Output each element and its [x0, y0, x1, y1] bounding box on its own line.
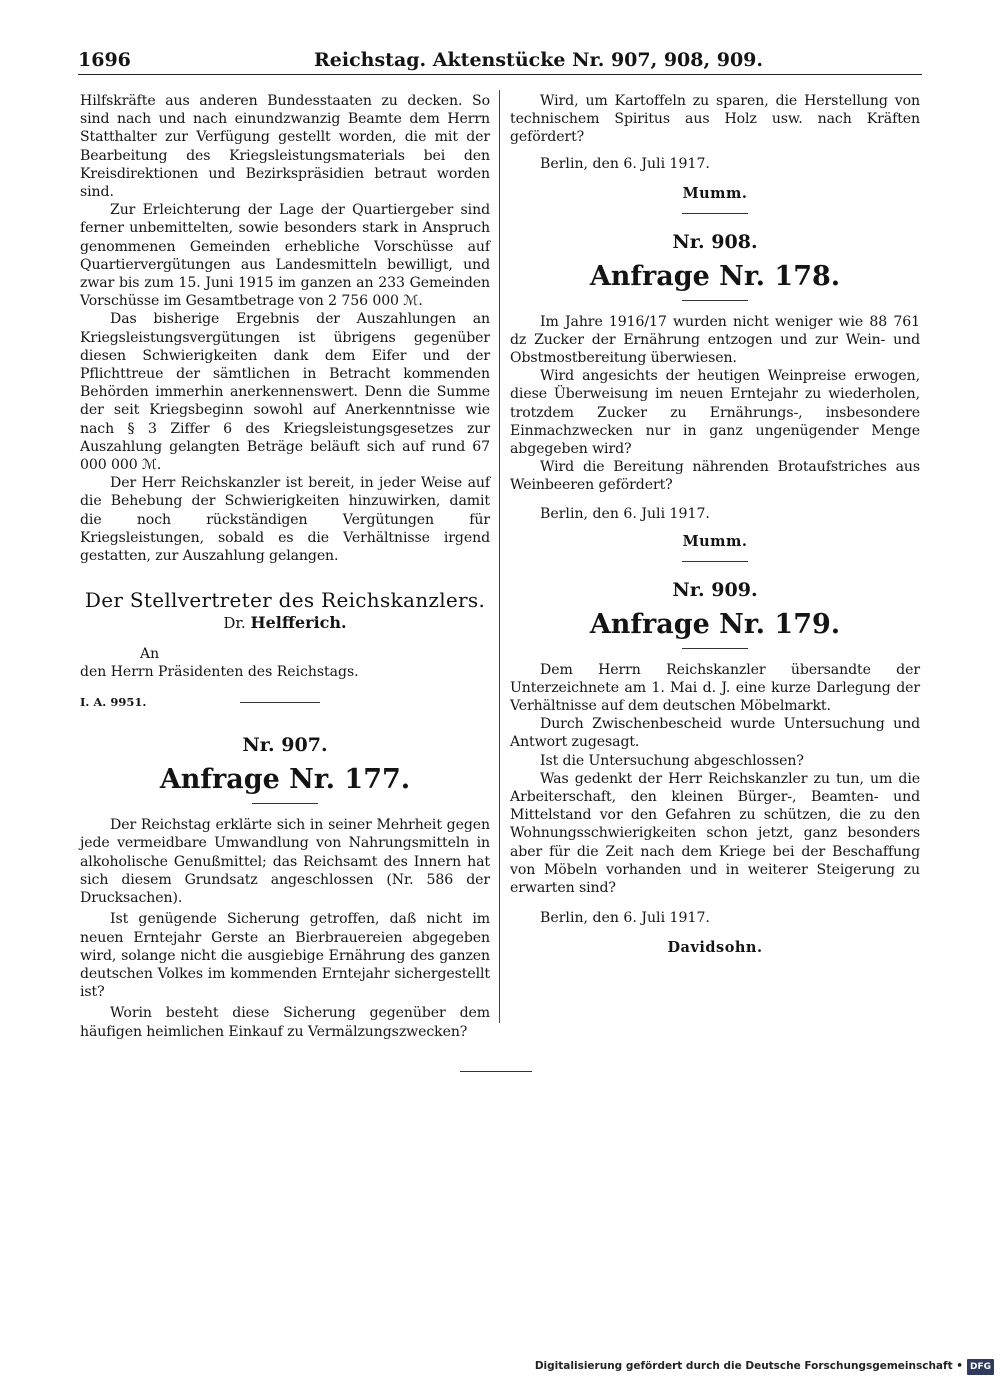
column-divider [499, 90, 500, 1023]
separator-rule [240, 702, 320, 703]
signature-mumm: Mumm. [682, 184, 748, 202]
paragraph: Wird angesichts der heutigen Weinpreise erwogen, diese Überweisung im neuen Erntejahr zu wiederholen, trotzdem Zucker zu Ernährungs-, insbesondere Einmachzwecken nur in ganz ungenügender Menge abgegeben wird? [510, 368, 920, 458]
date-line: Berlin, den 6. Juli 1917. [540, 910, 710, 927]
paragraph: Ist genügende Sicherung getroffen, daß nicht im neuen Erntejahr Gerste an Bierbrauereien abgegeben wird, solange nicht die ausgiebige Ernährung des ganzen deutschen Volkes im kommenden Erntejahr sichergestellt ist? [80, 911, 490, 1001]
paragraph: Worin besteht diese Sicherung gegenüber dem häufigen heimlichen Einkauf zu Vermälzungszwecken? [80, 1005, 490, 1040]
dfg-logo: DFG [967, 1359, 994, 1375]
running-title: Reichstag. Aktenstücke Nr. 907, 908, 909. [314, 49, 764, 71]
signature-prefix: Dr. [223, 614, 246, 633]
right-column [510, 92, 920, 957]
credit-text: Digitalisierung gefördert durch die Deutsche Forschungsgemeinschaft • [534, 1360, 963, 1372]
document-number-908: Nr. 908. [672, 230, 758, 253]
paragraph: Durch Zwischenbescheid wurde Untersuchung und Antwort zugesagt. [510, 716, 920, 751]
document-number-909: Nr. 909. [672, 578, 758, 601]
paragraph: Im Jahre 1916/17 wurden nicht weniger wie 88 761 dz Zucker der Ernährung entzogen und zur Wein- und Obstmostbereitung überwiesen. [510, 313, 920, 367]
signature-davidsohn: Davidsohn. [667, 939, 763, 957]
paragraph: Ist die Untersuchung abgeschlossen? [540, 752, 804, 769]
date-line: Berlin, den 6. Juli 1917. [540, 505, 710, 522]
signature-name: Helfferich. [250, 613, 347, 633]
address-an: An [140, 646, 160, 663]
signature-title: Der Stellvertreter des Reichskanzlers. [84, 588, 486, 613]
signature-line [80, 613, 490, 633]
date-line: Berlin, den 6. Juli 1917. [540, 155, 710, 172]
signature-mumm: Mumm. [682, 532, 748, 550]
digitization-credit [0, 1359, 994, 1375]
paragraph: Der Herr Reichskanzler ist bereit, in jeder Weise auf die Behebung der Schwierigkeiten hinzuwirken, damit die noch rückständigen Vergütungen für Kriegsleistungen, sobald es die Verhältnisse irgend gestatten, zur Auszahlung gelangen. [80, 475, 490, 565]
paragraph: Das bisherige Ergebnis der Auszahlungen an Kriegsleistungsvergütungen ist übrigens gegenüber diesen Schwierigkeiten dank dem Eifer und der Pflichttreue der sämtlichen in Betracht kommenden Behörden immerhin anerkennenswert. Denn die Summe der seit Kriegsbeginn sowohl auf Anerkenntnisse wie nach § 3 Ziffer 6 des Kriegsleistungsgesetzes zur Auszahlung gelangten Beträge beläuft sich auf rund 67 000 000 ℳ. [80, 311, 490, 474]
reference-number: I. A. 9951. [80, 695, 147, 710]
paragraph: Zur Erleichterung der Lage der Quartiergeber sind ferner unbemittelten, sowie besonders stark in Anspruch genommenen Gemeinden erhebliche Vorschüsse auf Quartiervergütungen aus Landesmitteln bewilligt, und zwar bis zum 15. Juni 1915 im ganzen an 233 Gemeinden Vorschüsse im Gesamtbetrage von 2 756 000 ℳ. [80, 202, 490, 310]
paragraph: Der Reichstag erklärte sich in seiner Mehrheit gegen jede vermeidbare Umwandlung von Nahrungsmitteln in alkoholische Genußmittel; das Reichsamt des Innern hat sich diesem Grundsatz angeschlossen (Nr. 586 der Drucksachen). [80, 817, 490, 907]
document-number-907: Nr. 907. [242, 734, 328, 757]
paragraph: Wird die Bereitung nährenden Brotaufstriches aus Weinbeeren gefördert? [510, 459, 920, 494]
anfrage-title-177: Anfrage Nr. 177. [159, 764, 411, 796]
anfrage-title-179: Anfrage Nr. 179. [589, 608, 841, 640]
paragraph: Wird, um Kartoffeln zu sparen, die Herstellung von technischem Spiritus aus Holz usw. nach Kräften gefördert? [510, 93, 920, 146]
reference-row [80, 695, 490, 713]
address-line: den Herrn Präsidenten des Reichstags. [80, 664, 359, 681]
left-column [80, 92, 490, 1041]
paragraph: Hilfskräfte aus anderen Bundesstaaten zu decken. So sind nach und nach einundzwanzig Beamte dem Herrn Statthalter zur Verfügung gestellt worden, die mit der Bearbeitung des Kriegsleistungsmaterials bei den Kreisdirektionen und Bezirkspräsidien betraut worden sind. [80, 93, 490, 201]
paragraph: Dem Herrn Reichskanzler übersandte der Unterzeichnete am 1. Mai d. J. eine kurze Darlegung der Verhältnisse auf dem deutschen Möbelmarkt. [510, 661, 920, 715]
page-header [78, 48, 922, 75]
end-rule [460, 1071, 532, 1072]
page-number: 1696 [78, 49, 131, 71]
anfrage-title-178: Anfrage Nr. 178. [589, 260, 841, 292]
paragraph: Was gedenkt der Herr Reichskanzler zu tun, um die Arbeiterschaft, den kleinen Bürger-, Beamten- und Mittelstand vor den Gefahren zu schützen, die zu den Wohnungsschwierigkeiten schon jetzt, ganz besonders aber für die Zeit nach dem Kriege bei der Beschaffung von Möbeln vorhanden und in weiterer Steigerung zu erwarten sind? [510, 770, 920, 897]
